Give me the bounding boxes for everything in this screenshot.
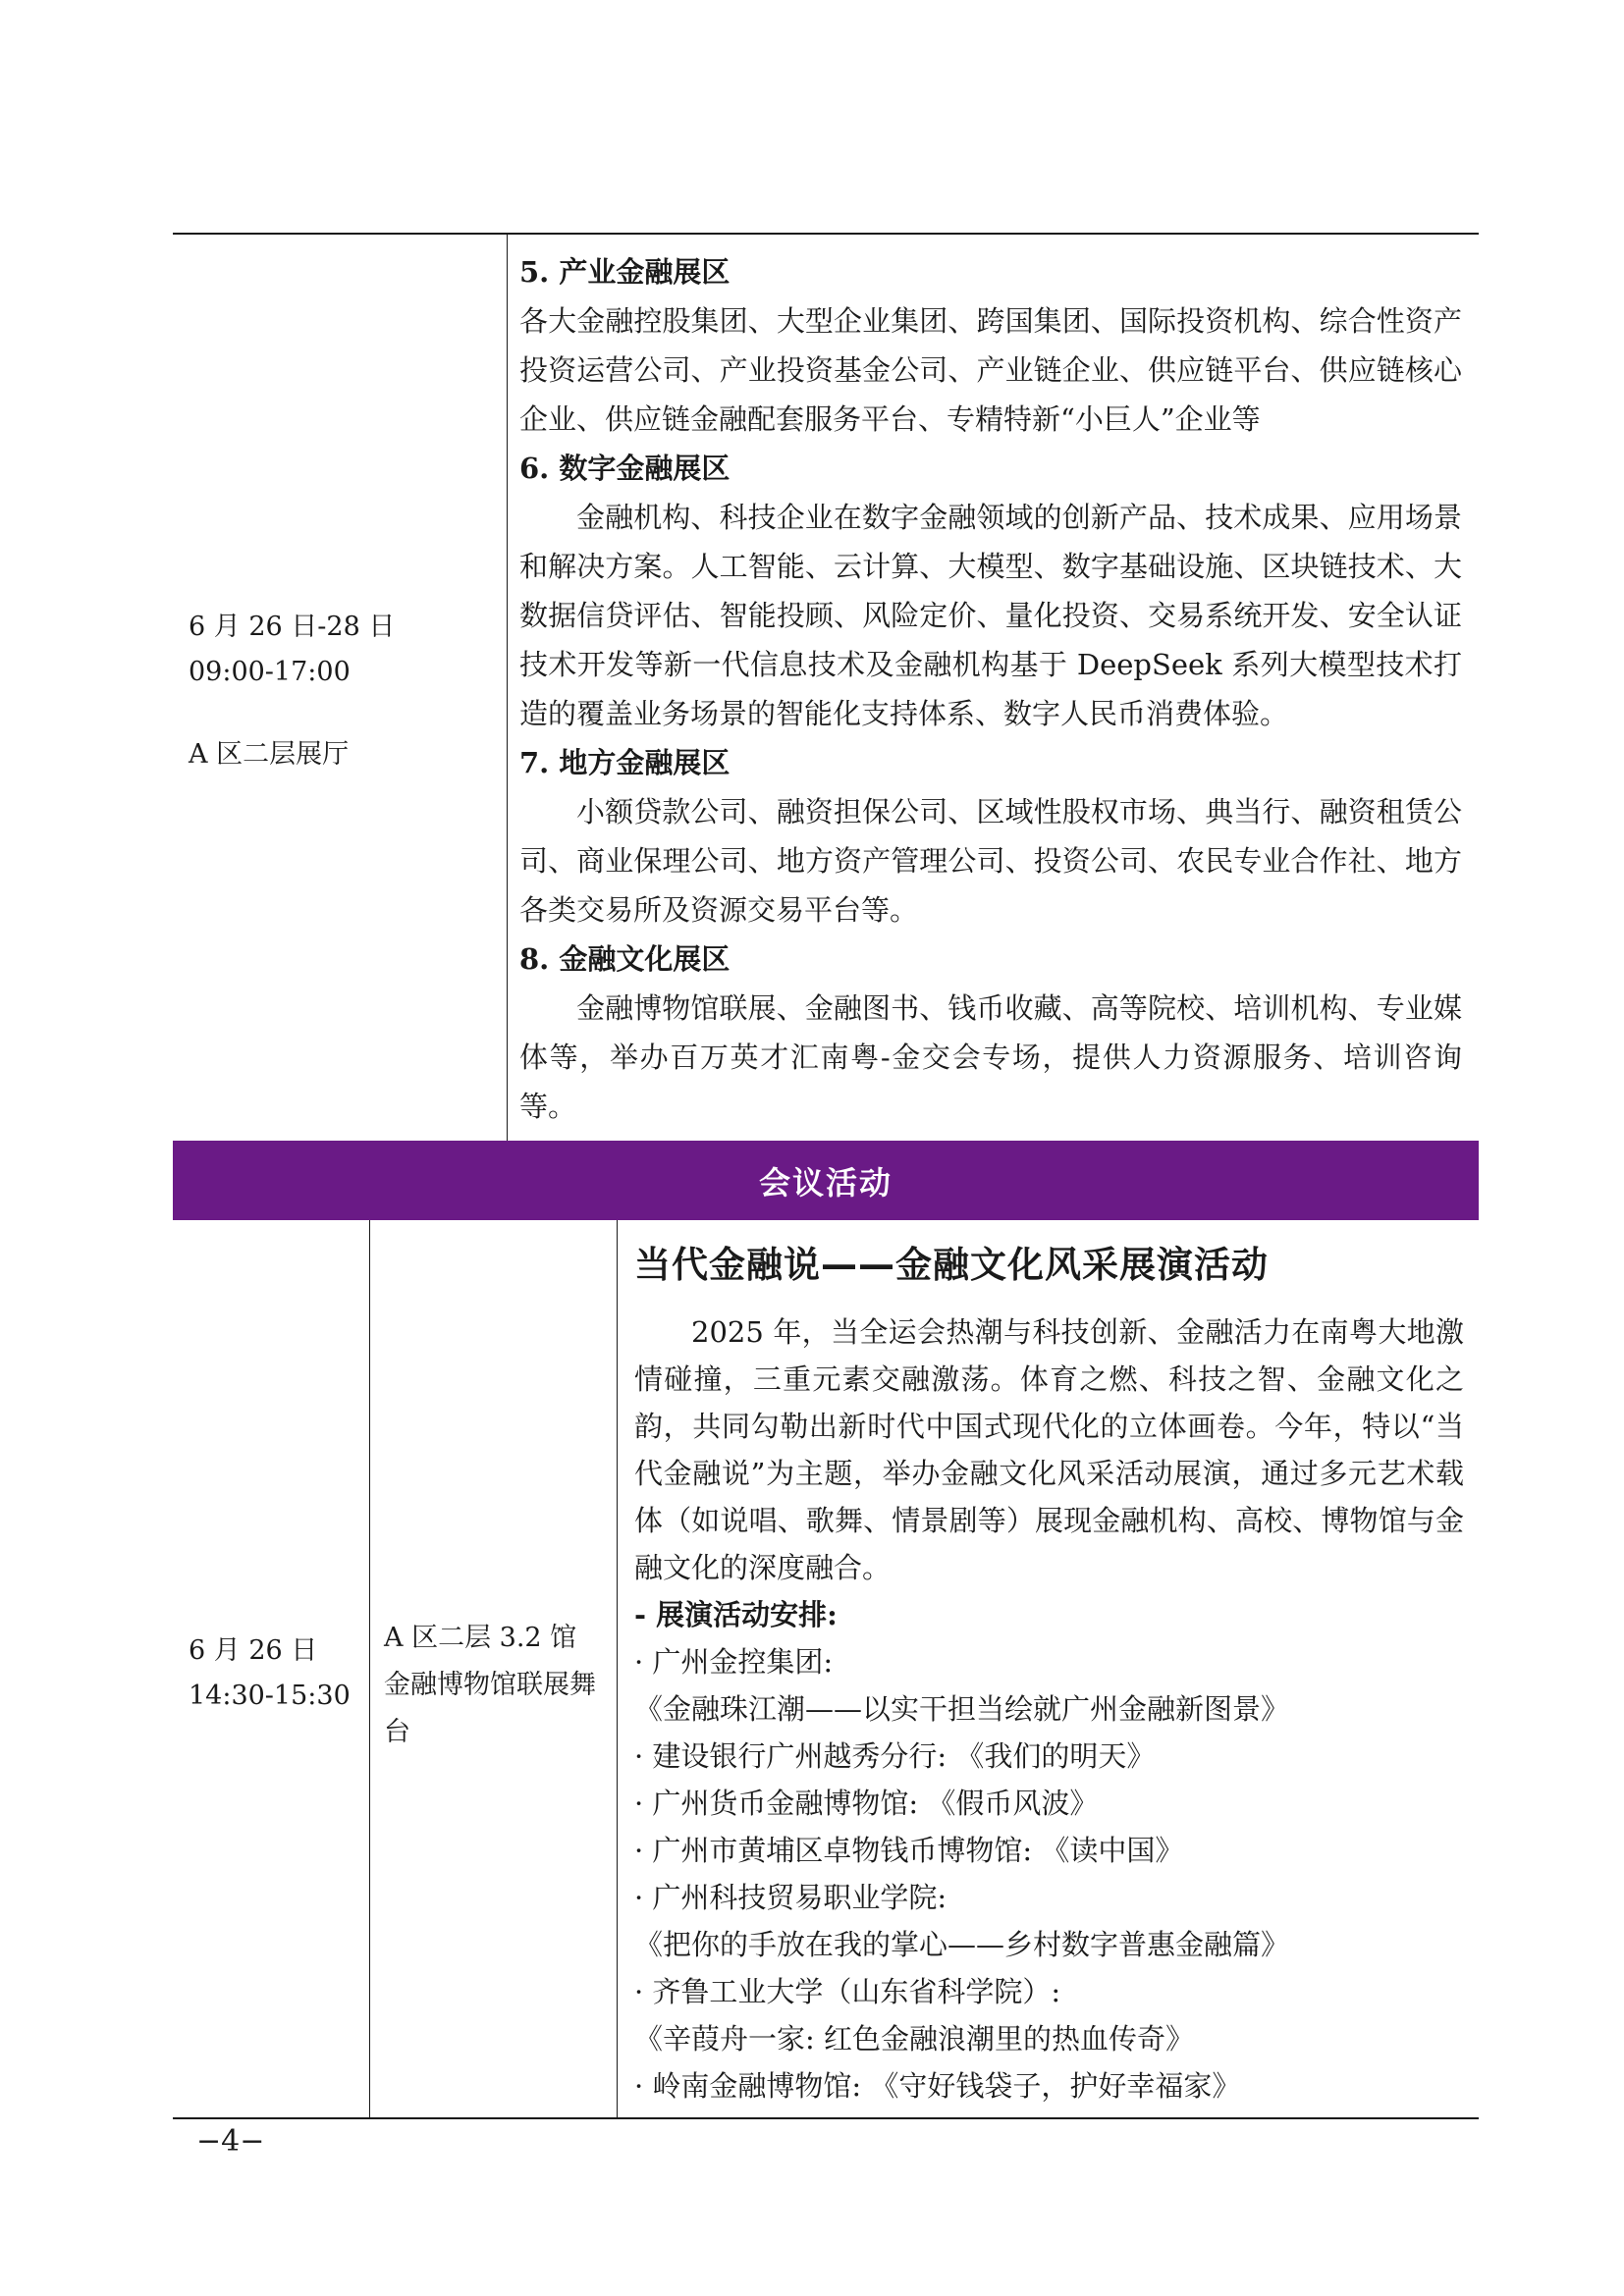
conference-intro: 2025 年，当全运会热潮与科技创新、金融活力在南粤大地激情碰撞，三重元素交融激荡。体育之燃、科技之智、金融文化之韵，共同勾勒出新时代中国式现代化的立体画卷。今年，特以“当代金融说”为主题，举办金融文化风采活动展演，通过多元艺术载体（如说唱、歌舞、情景剧等）展现金融机构、高校、博物馆与金融文化的深度融合。	[634, 1315, 1464, 1584]
conference-date: 6 月 26 日	[189, 1635, 318, 1666]
exhibition-column-divider	[507, 234, 508, 1141]
exhibition-hours: 09:00-17:00	[189, 657, 351, 687]
zone-7	[519, 738, 1462, 934]
section-banner: 会议活动	[173, 1141, 1479, 1220]
conference-time: 14:30-15:30	[189, 1681, 351, 1711]
zone-text: 金融机构、科技企业在数字金融领域的创新产品、技术成果、应用场景和解决方案。人工智能、云计算、大模型、数字基础设施、区块链技术、大数据信贷评估、智能投顾、风险定价、量化投资、交易系统开发、安全认证技术开发等新一代信息技术及金融机构基于 DeepSeek 系列大模型技术打造的覆盖业务场景的智能化支持体系、数字人民币消费体验。	[519, 501, 1462, 730]
conference-venue: A 区二层 3.2 馆金融博物馆联展舞台	[384, 1623, 596, 1747]
schedule-line: · 齐鲁工业大学（山东省科学院）:	[634, 1975, 1061, 2008]
zone-heading: 5. 产业金融展区	[519, 255, 731, 289]
page-number: −4−	[196, 2124, 265, 2159]
conference-divider-right	[617, 1220, 618, 2118]
schedule-line: · 广州货币金融博物馆: 《假币风波》	[634, 1787, 1099, 1820]
exhibition-zones	[519, 247, 1462, 1131]
zone-text: 金融博物馆联展、金融图书、钱币收藏、高等院校、培训机构、专业媒体等，举办百万英才汇南粤-金交会专场，提供人力资源服务、培训咨询等。	[519, 991, 1462, 1123]
schedule-line: · 建设银行广州越秀分行: 《我们的明天》	[634, 1739, 1156, 1773]
conference-section	[173, 1220, 1479, 2118]
zone-heading: 7. 地方金融展区	[519, 746, 731, 779]
schedule-line: · 广州市黄埔区卓物钱币博物馆: 《读中国》	[634, 1834, 1184, 1867]
zone-5	[519, 247, 1462, 444]
schedule-line: · 广州金控集团:	[634, 1645, 834, 1679]
exhibition-venue: A 区二层展厅	[189, 739, 350, 770]
exhibition-time-cell	[189, 605, 483, 777]
conference-title: 当代金融说——金融文化风采展演活动	[634, 1244, 1269, 1286]
schedule-line: 《把你的手放在我的掌心——乡村数字普惠金融篇》	[634, 1928, 1290, 1961]
schedule-line: · 岭南金融博物馆: 《守好钱袋子，护好幸福家》	[634, 2069, 1241, 2103]
zone-heading: 6. 数字金融展区	[519, 452, 731, 485]
schedule-list	[634, 1638, 1464, 2109]
exhibition-date: 6 月 26 日-28 日	[189, 612, 396, 642]
schedule-heading: - 展演活动安排:	[634, 1598, 838, 1631]
zone-heading: 8. 金融文化展区	[519, 942, 731, 976]
conference-content	[634, 1238, 1464, 2109]
conference-time-cell	[189, 1629, 385, 1719]
zone-text: 小额贷款公司、融资担保公司、区域性股权市场、典当行、融资租赁公司、商业保理公司、地方资产管理公司、投资公司、农民专业合作社、地方各类交易所及资源交易平台等。	[519, 795, 1462, 927]
zone-8	[519, 934, 1462, 1131]
schedule-line: 《辛葭舟一家: 红色金融浪潮里的热血传奇》	[634, 2022, 1194, 2056]
bottom-rule	[173, 2117, 1479, 2119]
schedule-line: · 广州科技贸易职业学院:	[634, 1881, 947, 1914]
zone-6	[519, 444, 1462, 738]
zone-text: 各大金融控股集团、大型企业集团、跨国集团、国际投资机构、综合性资产投资运营公司、产业投资基金公司、产业链企业、供应链平台、供应链核心企业、供应链金融配套服务平台、专精特新“小巨人”企业等	[519, 304, 1462, 436]
schedule-line: 《金融珠江潮——以实干担当绘就广州金融新图景》	[634, 1692, 1290, 1726]
exhibition-section	[173, 234, 1479, 1141]
